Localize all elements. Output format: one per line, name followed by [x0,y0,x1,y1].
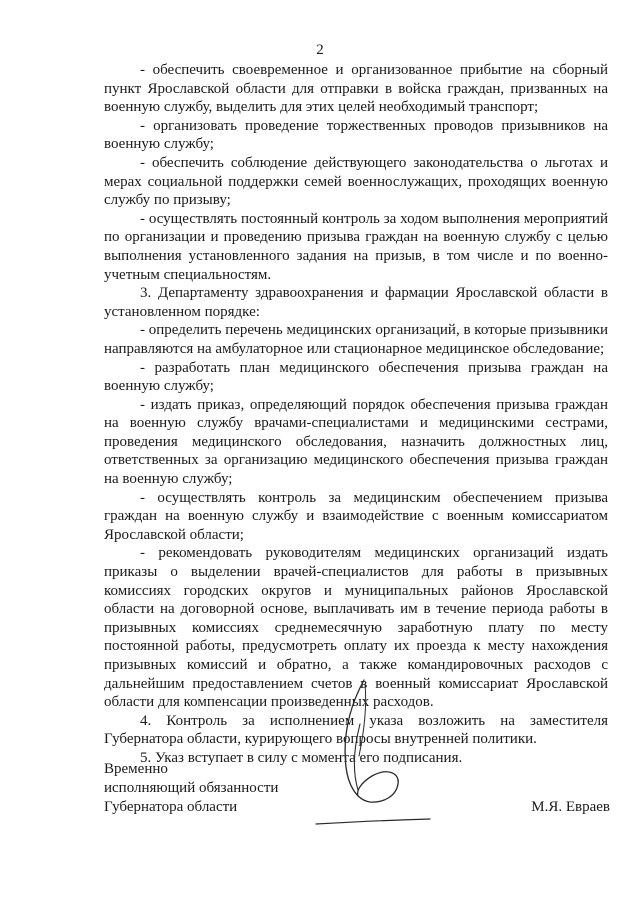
signatory-title-line-2: исполняющий обязанности [104,779,279,796]
paragraph-1: - обеспечить своевременное и организованное прибытие на сборный пункт Ярославской области для отправки в войска граждан, призванных на военную службу, выделить для этих целей необходимый транспорт; [104,62,608,116]
paragraph-5: 3. Департаменту здравоохранения и фармации Ярославской области в установленном порядке: [104,285,608,320]
signatory-position [104,760,278,816]
signatory-title-line-3: Губернатора области [104,798,238,815]
paragraph-12: 5. Указ вступает в силу с момента его подписания. [140,749,463,766]
paragraph-11: 4. Контроль за исполнением указа возложить на заместителя Губернатора области, курирующего вопросы внутренней политики. [104,712,608,748]
document-body [104,61,608,768]
signatory-title-line-1: Временно [104,761,168,777]
page-number: 2 [316,42,324,58]
paragraph-2: - организовать проведение торжественных проводов призывников на военную службу; [104,117,608,153]
paragraph-3: - обеспечить соблюдение действующего законодательства о льготах и мерах социальной поддержки семей военнослужащих, проходящих военную службу по призыву; [104,154,608,209]
paragraph-10: - рекомендовать руководителям медицинских организаций издать приказы о выделении врачей-специалистов для работы в призывных комиссиях городских округов и муниципальных районов Ярославской области на договорной основе, выплачивать им в течение периода работы в призывных комиссиях среднемесячную заработную плату по месту постоянной работы, предусмотреть оплату их проезда к месту нахождения призывных комиссий и обратно, а также командировочных расходов с дальнейшим предоставлением счетов в военный комиссариат Ярославской области для компенсации произведенных расходов. [104,545,608,711]
signatory-name: М.Я. Евраев [531,799,610,815]
paragraph-9: - осуществлять контроль за медицинским обеспечением призыва граждан на военную службу и взаимодействие с военным комиссариатом Ярославской области; [104,489,608,543]
handwritten-signature [312,672,432,832]
paragraph-4: - осуществлять постоянный контроль за ходом выполнения мероприятий по организации и проведению призыва граждан на военную службу с целью выполнения установленного задания на призыв, в том числе и по военно-учетным специальностям. [104,210,608,283]
paragraph-6: - определить перечень медицинских организаций, в которые призывники направляются на амбулаторное или стационарное медицинское обследование; [104,322,608,357]
paragraph-8: - издать приказ, определяющий порядок обеспечения призыва граждан на военную службу врачами-специалистами и медицинскими сестрами, проведения медицинского обследования, назначить должностных лиц, ответственных за организацию медицинского обеспечения призыва граждан на военную службу; [104,396,608,488]
paragraph-7: - разработать план медицинского обеспечения призыва граждан на военную службу; [104,359,608,395]
